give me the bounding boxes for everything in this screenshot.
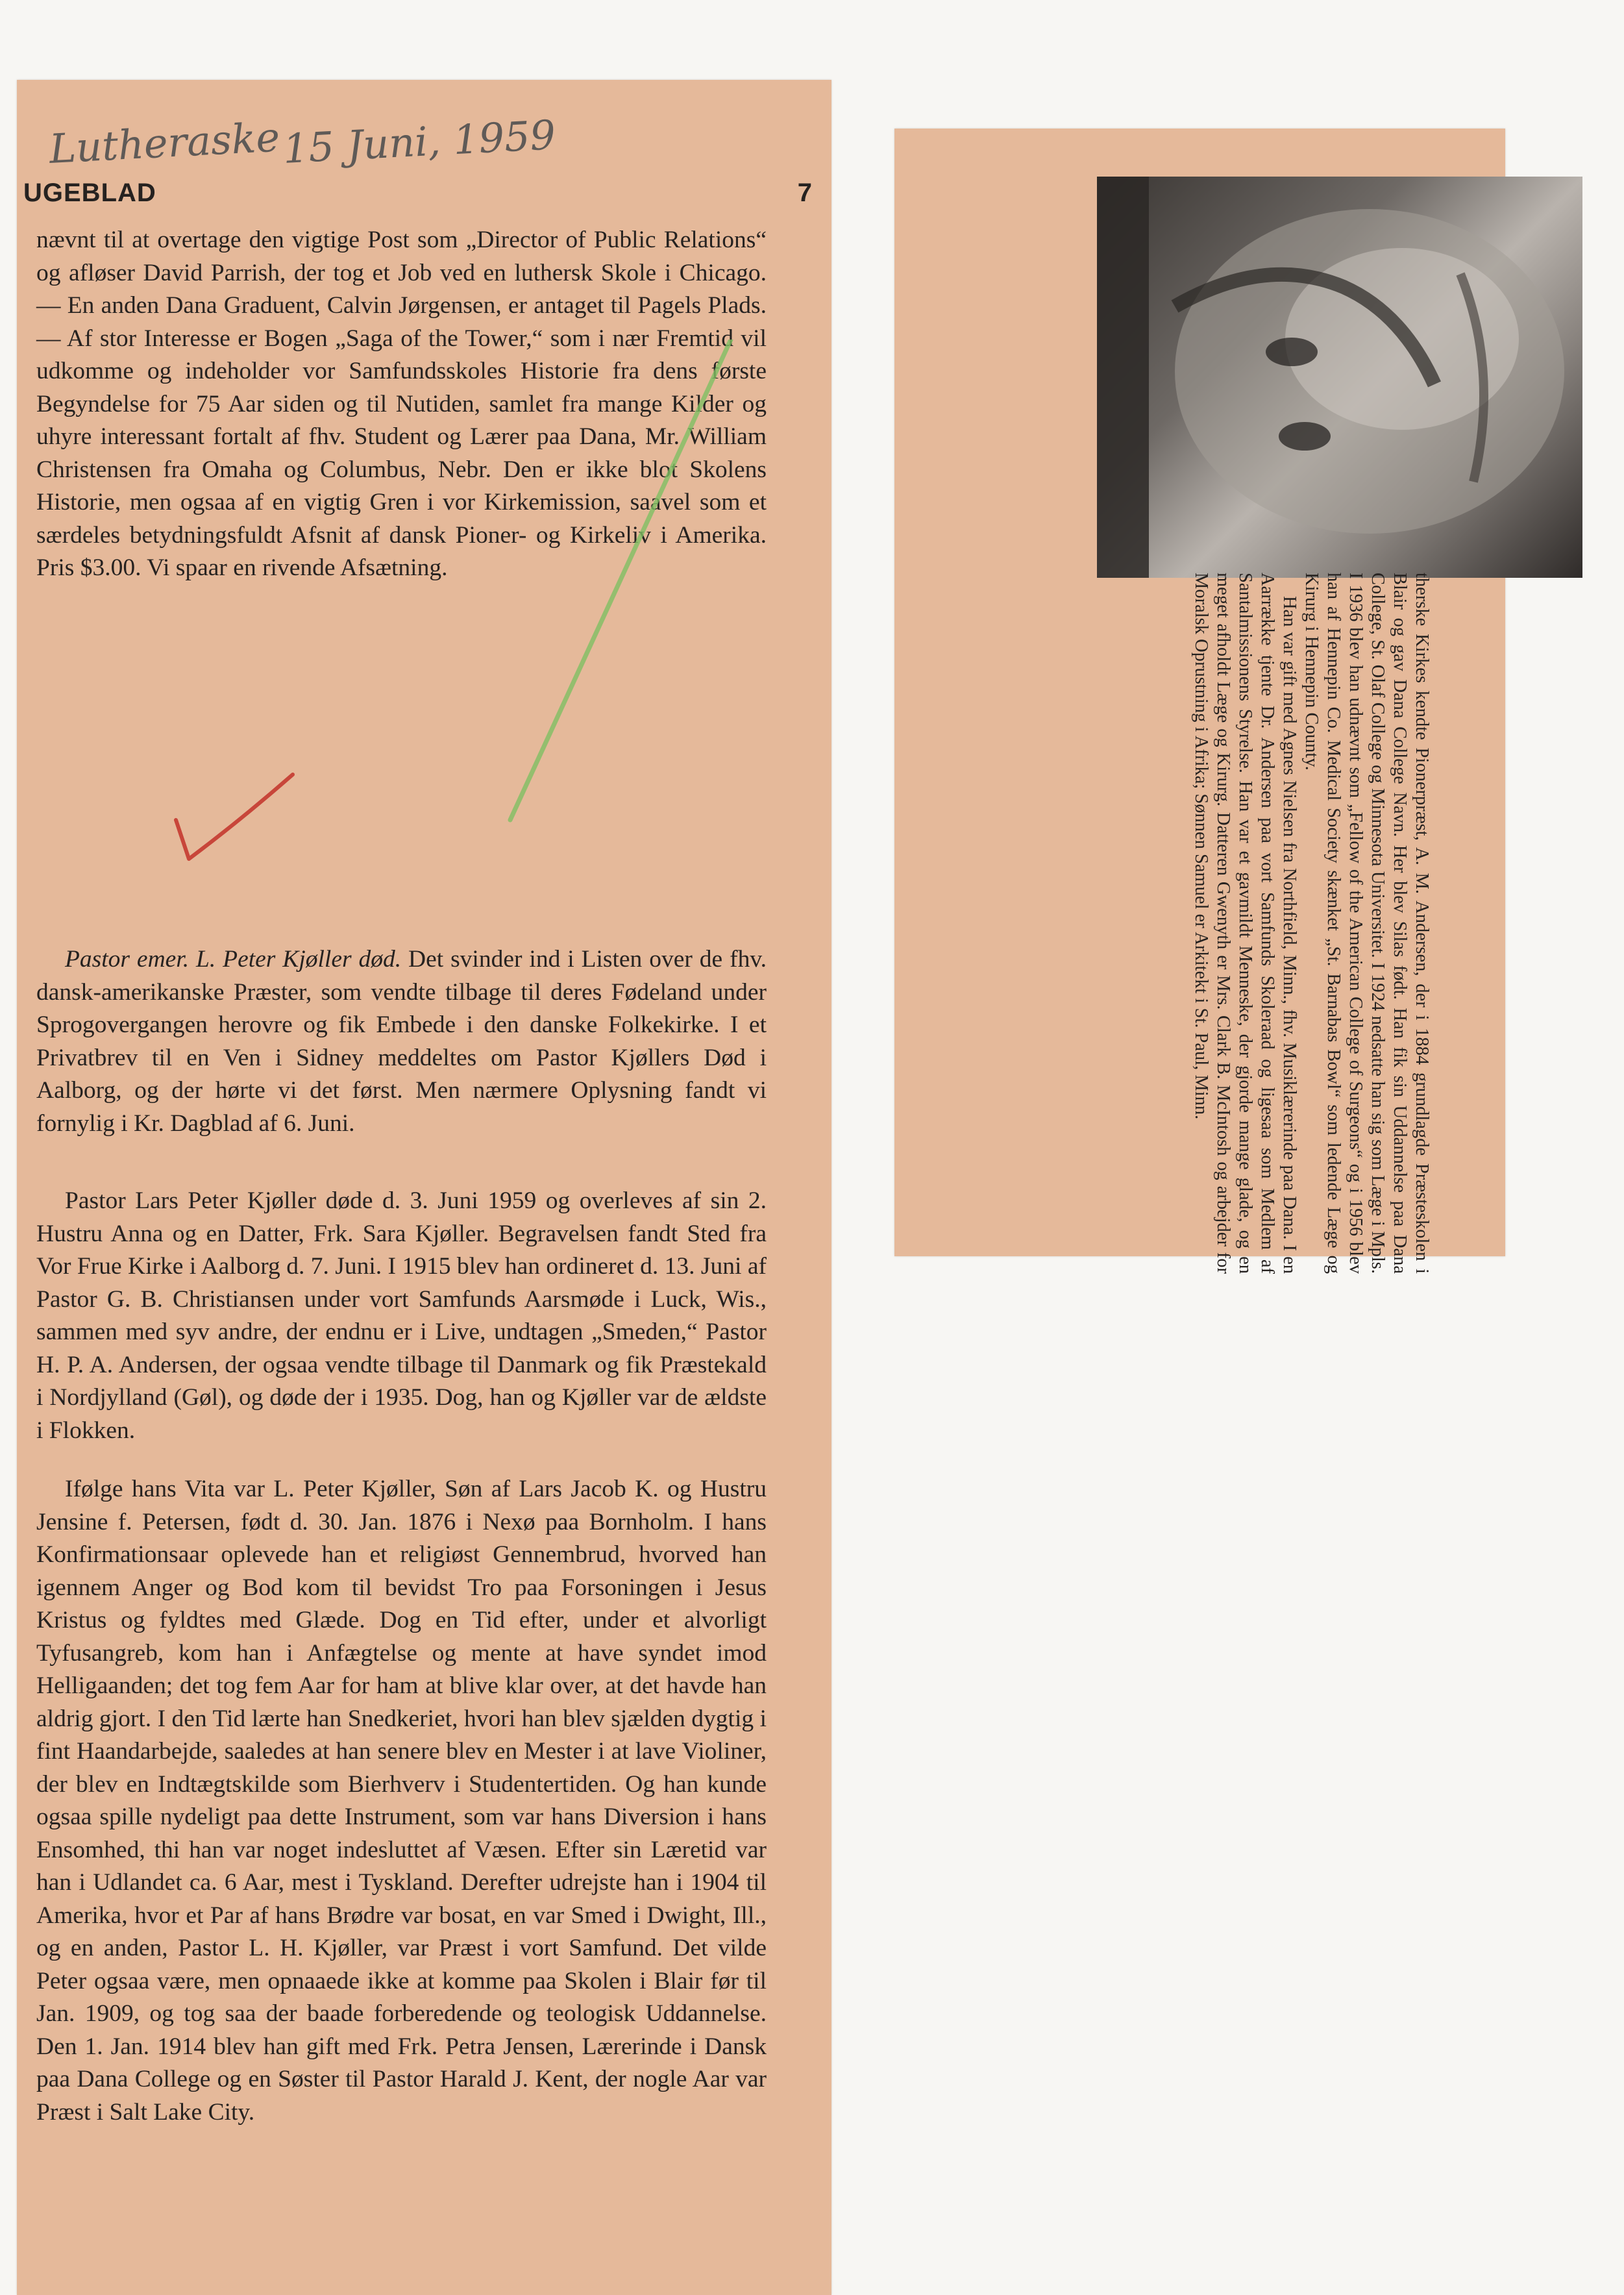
side-clipping-text: [1190, 573, 1433, 1274]
handwritten-annotation: [48, 85, 698, 173]
page-number: 7: [797, 179, 812, 207]
publication-title: UGEBLAD: [23, 179, 156, 207]
newspaper-clipping-main: [17, 80, 831, 2295]
portrait-photo: [1097, 177, 1582, 578]
article-paragraph-3: Pastor Lars Peter Kjøller døde d. 3. Juni 1959 og overleves af sin 2. Hustru Anna og en Datter, Frk. Sara Kjøller. Begravelsen fandt Sted fra Vor Frue Kirke i Aalborg d. 7. Juni. I 1915 blev han ordineret d. 13. Juni af Pastor G. B. Christiansen under vort Samfunds Aarsmøde i Luck, Wis., sammen med syv andre, der endnu er i Live, undtagen „Smeden,“ Pastor H. P. A. Andersen, der ogsaa vendte tilbage til Danmark og fik Præstekald i Nordjylland (Gøl), og døde der i 1935. Dog, han og Kjøller var de ældste i Flokken.: [36, 1187, 767, 1444]
red-pencil-checkmark: [163, 762, 306, 872]
handwritten-date: 15 Juni, 1959: [282, 111, 557, 173]
handwritten-publication: Lutheraske: [48, 113, 281, 173]
obituary-heading: Pastor emer. L. Peter Kjøller død.: [65, 946, 402, 973]
obituary-intro: Det svinder ind i Listen over de fhv. dansk-amerikanske Præster, som vendte tilbage til deres Fødeland under Sprogovergangen herovre og fik Embede i den danske Folkekirke. I et Privatbrev til en Ven i Sidney meddeltes om Pastor Kjøllers Død i Aalborg, og der hørte vi det først. Men nærmere Oplysning fandt vi fornylig i Kr. Dagblad af 6. Juni.: [36, 946, 767, 1137]
page-header: [23, 179, 812, 217]
article-paragraph-4: Ifølge hans Vita var L. Peter Kjøller, Søn af Lars Jacob K. og Hustru Jensine f. Petersen, født d. 30. Jan. 1876 i Nexø paa Bornholm. I hans Konfirmationsaar oplevede han et religiøst Gennembrud, hvorved han igennem Anger og Bod kom til bevidst Tro paa Forsoningen i Jesus Kristus og fyldtes med Glæde. Dog en Tid efter, under et alvorligt Tyfusangreb, kom han i Anfægtelse og mente at have syndet imod Helligaanden; det tog fem Aar for ham at blive klar over, at det havde han aldrig gjort. I den Tid lærte han Snedkeriet, hvori han blev sjælden dygtig i fint Haandarbejde, saaledes at han senere blev en Mester i at lave Violiner, der blev en Indtægtskilde som Bierhverv i Studentertiden. Og han kunde ogsaa spille nydeligt paa dette Instrument, som var hans Diversion i hans Ensomhed, thi han var noget indesluttet af Væsen. Efter sin Læretid var han i Udlandet ca. 6 Aar, mest i Tyskland. Derefter udrejste han i 1904 til Amerika, hvor et Par af hans Brødre var bosat, en var Smed i Dwight, Ill., og en anden, Pastor L. H. Kjøller, var Præst i vort Samfund. Det vilde Peter ogsaa være, men opnaaede ikke at komme paa Skolen i Blair før til Jan. 1909, og tog saa der baade forberedende og teologisk Uddannelse. Den 1. Jan. 1914 blev han gift med Frk. Petra Jensen, Lærerinde i Dansk paa Dana College og en Søster til Pastor Harald J. Kent, der nogle Aar var Præst i Salt Lake City.: [36, 1476, 767, 2126]
side-paragraph-1: therske Kirkes kendte Pionerpræst, A. M. Andersen, der i 1884 grundlagde Præsteskolen i Blair og gav Dana College Navn. Her blev Silas født. Han fik sin Uddannelse paa Dana College, St. Olaf College og Minnesota Universitet. I 1924 nedsatte han sig som Læge i Mpls. I 1936 blev han udnævnt som „Fellow of the American College of Surgeons“ og i 1956 blev han af Hennepin Co. Medical Society skænket „St. Barnabas Bowl“ som ledende Læge og Kirurg i Hennepin County.: [1301, 573, 1432, 1274]
side-paragraph-2: Han var gift med Agnes Nielsen fra Northfield, Minn., fhv. Musiklærerinde paa Dana. I en Aarrække tjente Dr. Andersen paa vort Samfunds Skoleraad og ligesaa som Medlem af Santalmissionens Styrelse. Han var et gavmildt Menneske, der gjorde mange glade, og en meget afholdt Læge og Kirurg. Datteren Gwenyth er Mrs. Clark B. McIntosh og arbejder for Moralsk Oprustning i Afrika; Sønnen Samuel er Arkitekt i St. Paul, Minn.: [1191, 573, 1299, 1274]
article-paragraph-1: nævnt til at overtage den vigtige Post som „Director of Public Relations“ og afløser David Parrish, der tog et Job ved en luthersk Skole i Chicago. — En anden Dana Graduent, Calvin Jørgensen, er antaget til Pagels Plads. — Af stor Interesse er Bogen „Saga of the Tower,“ som i nær Fremtid vil udkomme og indeholder vor Samfundsskoles Historie fra dens første Begyndelse for 75 Aar siden og til Nutiden, samlet fra mange Kilder og uhyre interessant fortalt af fhv. Student og Lærer paa Dana, Mr. William Christensen fra Omaha og Columbus, Nebr. Den er ikke blot Skolens Historie, men ogsaa af en vigtig Gren i vor Kirkemission, saavel som et særdeles betydningsfuldt Afsnit af dansk Pioner- og Kirkeliv i Amerika. Pris $3.00. Vi spaar en rivende Afsætning.: [36, 227, 767, 581]
green-pencil-mark: [497, 340, 757, 833]
article-paragraph-2: [36, 943, 767, 1140]
